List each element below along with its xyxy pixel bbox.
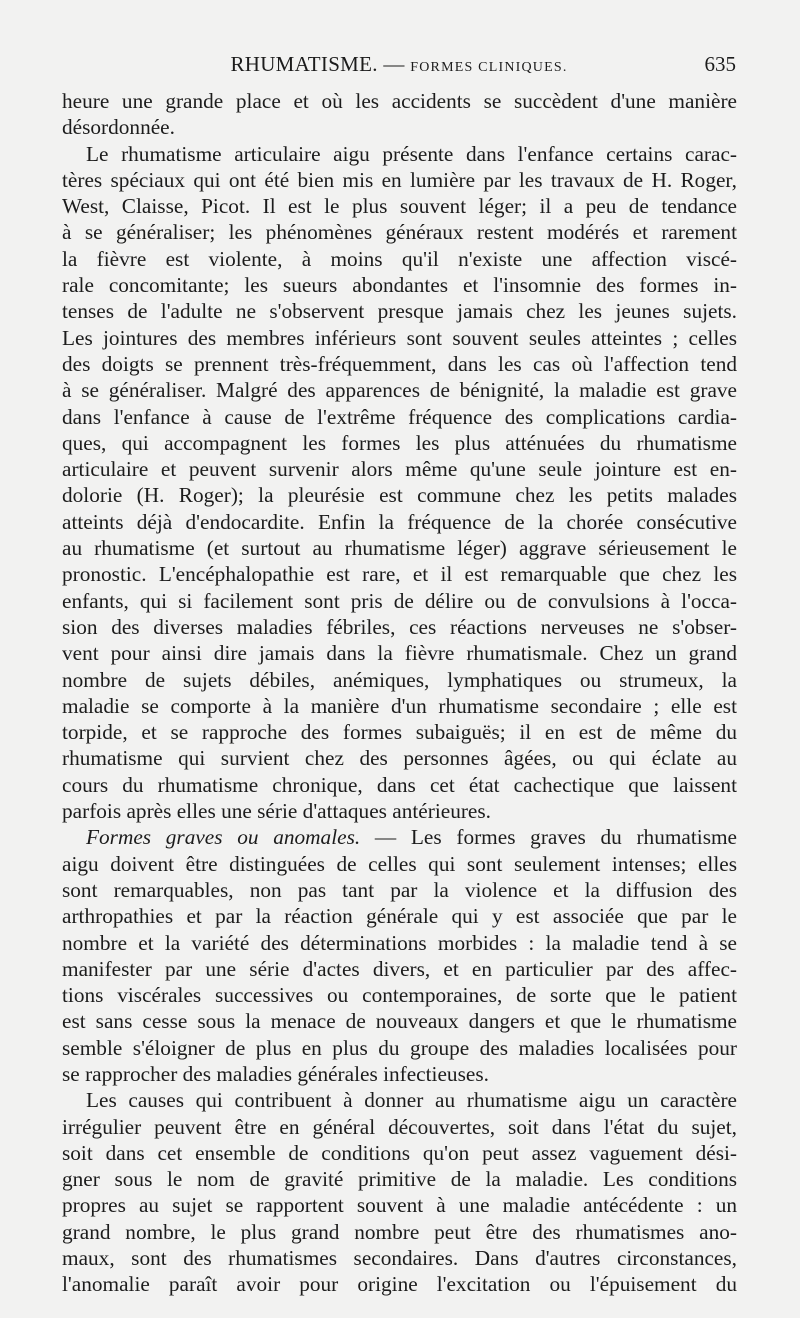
text-line: propres au sujet se rapportent souvent à une maladie antécédente : un [62, 1193, 737, 1218]
text-line: Le rhumatisme articulaire aigu présente dans l'enfance certains carac- [86, 141, 737, 166]
text-line-italic-lead [62, 824, 737, 850]
text-line: à se généraliser. Malgré des apparences de bénignité, la maladie est grave [62, 378, 737, 403]
text-line: manifester par une série d'actes divers, et en particulier par des affec- [62, 956, 737, 981]
header-title-dash: — [377, 52, 411, 76]
text-line: dans l'enfance à cause de l'extrême fréquence des complications cardia- [62, 404, 737, 429]
text-line: désordonnée. [62, 115, 175, 140]
text-line: nombre et la variété des déterminations morbides : la maladie tend à se [62, 930, 737, 955]
text-line: se rapprocher des maladies générales infectieuses. [62, 1061, 489, 1086]
header-title-main: RHUMATISME. [230, 52, 378, 76]
text-line: Les jointures des membres inférieurs sont souvent seules atteintes ; celles [62, 325, 737, 350]
text-line: sont remarquables, non pas tant par la violence et la diffusion des [62, 877, 737, 902]
text-line: maladie se comporte à la manière d'un rhumatisme secondaire ; elle est [62, 693, 737, 718]
text-line: tions viscérales successives ou contemporaines, de sorte que le patient [62, 983, 737, 1008]
text-line: vent pour ainsi dire jamais dans la fièvre rhumatismale. Chez un grand [62, 641, 737, 666]
text-line: parfois après elles une série d'attaques antérieures. [62, 799, 491, 824]
text-line: rale concomitante; les sueurs abondantes et l'insomnie des formes in- [62, 273, 737, 298]
text-line: est sans cesse sous la menace de nouveaux dangers et que le rhumatisme [62, 1009, 737, 1034]
text-line: grand nombre, le plus grand nombre peut être des rhumatismes ano- [62, 1219, 737, 1244]
text-line: maux, sont des rhumatismes secondaires. Dans d'autres circonstances, [62, 1246, 737, 1271]
text-line: articulaire et peuvent survenir alors même qu'une seule jointure est en- [62, 457, 737, 482]
text-line: irrégulier peuvent être en général découvertes, soit dans l'état du sujet, [62, 1114, 737, 1139]
text-line: semble s'éloigner de plus en plus du groupe des maladies localisées pour [62, 1035, 737, 1060]
text-line: au rhumatisme (et surtout au rhumatisme léger) aggrave sérieusement le [62, 536, 737, 561]
text-line: cours du rhumatisme chronique, dans cet état cachectique que laissent [62, 772, 737, 797]
text-line-rest: — Les formes graves du rhumatisme [374, 825, 737, 850]
running-header [62, 52, 736, 84]
text-line: dolorie (H. Roger); la pleurésie est commune chez les petits malades [62, 483, 737, 508]
text-line: à se généraliser; les phénomènes généraux restent modérés et rarement [62, 220, 737, 245]
text-line: aigu doivent être distinguées de celles qui sont seulement intenses; elles [62, 851, 737, 876]
text-line: Les causes qui contribuent à donner au rhumatisme aigu un caractère [86, 1088, 737, 1113]
section-italic-lead: Formes graves ou anomales. [86, 825, 361, 850]
text-line: l'anomalie paraît avoir pour origine l'excitation ou l'épuisement du [62, 1272, 737, 1297]
text-line: tenses de l'adulte ne s'observent presque jamais chez les jeunes sujets. [62, 299, 737, 324]
text-line: des doigts se prennent très-fréquemment, dans les cas où l'affection tend [62, 351, 737, 376]
text-line: heure une grande place et où les accidents se succèdent d'une manière [62, 89, 737, 113]
header-title-sub: FORMES CLINIQUES. [410, 60, 568, 75]
body-text [62, 88, 737, 1298]
running-title [62, 52, 736, 77]
text-line: sion des diverses maladies fébriles, ces réactions nerveuses ne s'obser- [62, 614, 737, 639]
text-line: nombre de sujets débiles, anémiques, lymphatiques ou strumeux, la [62, 667, 737, 692]
text-line: gner sous le nom de gravité primitive de la maladie. Les conditions [62, 1167, 737, 1192]
text-line: torpide, et se rapproche des formes subaiguës; il en est de même du [62, 720, 737, 745]
text-line: la fièvre est violente, à moins qu'il n'existe une affection viscé- [62, 246, 737, 271]
text-line: tères spéciaux qui ont été bien mis en lumière par les travaux de H. Roger, [62, 167, 737, 192]
text-line: enfants, qui si facilement sont pris de délire ou de convulsions à l'occa- [62, 588, 737, 613]
text-line: soit dans cet ensemble de conditions qu'on peut assez vaguement dési- [62, 1140, 737, 1165]
text-line: West, Claisse, Picot. Il est le plus souvent léger; il a peu de tendance [62, 194, 737, 219]
page-number: 635 [704, 52, 736, 76]
text-line: rhumatisme qui survient chez des personnes âgées, ou qui éclate au [62, 746, 737, 771]
text-line: atteints déjà d'endocardite. Enfin la fréquence de la chorée consécutive [62, 509, 737, 534]
text-line: arthropathies et par la réaction générale qui y est associée que par le [62, 904, 737, 929]
text-line: ques, qui accompagnent les formes les plus atténuées du rhumatisme [62, 430, 737, 455]
text-line: pronostic. L'encéphalopathie est rare, et il est remarquable que chez les [62, 562, 737, 587]
